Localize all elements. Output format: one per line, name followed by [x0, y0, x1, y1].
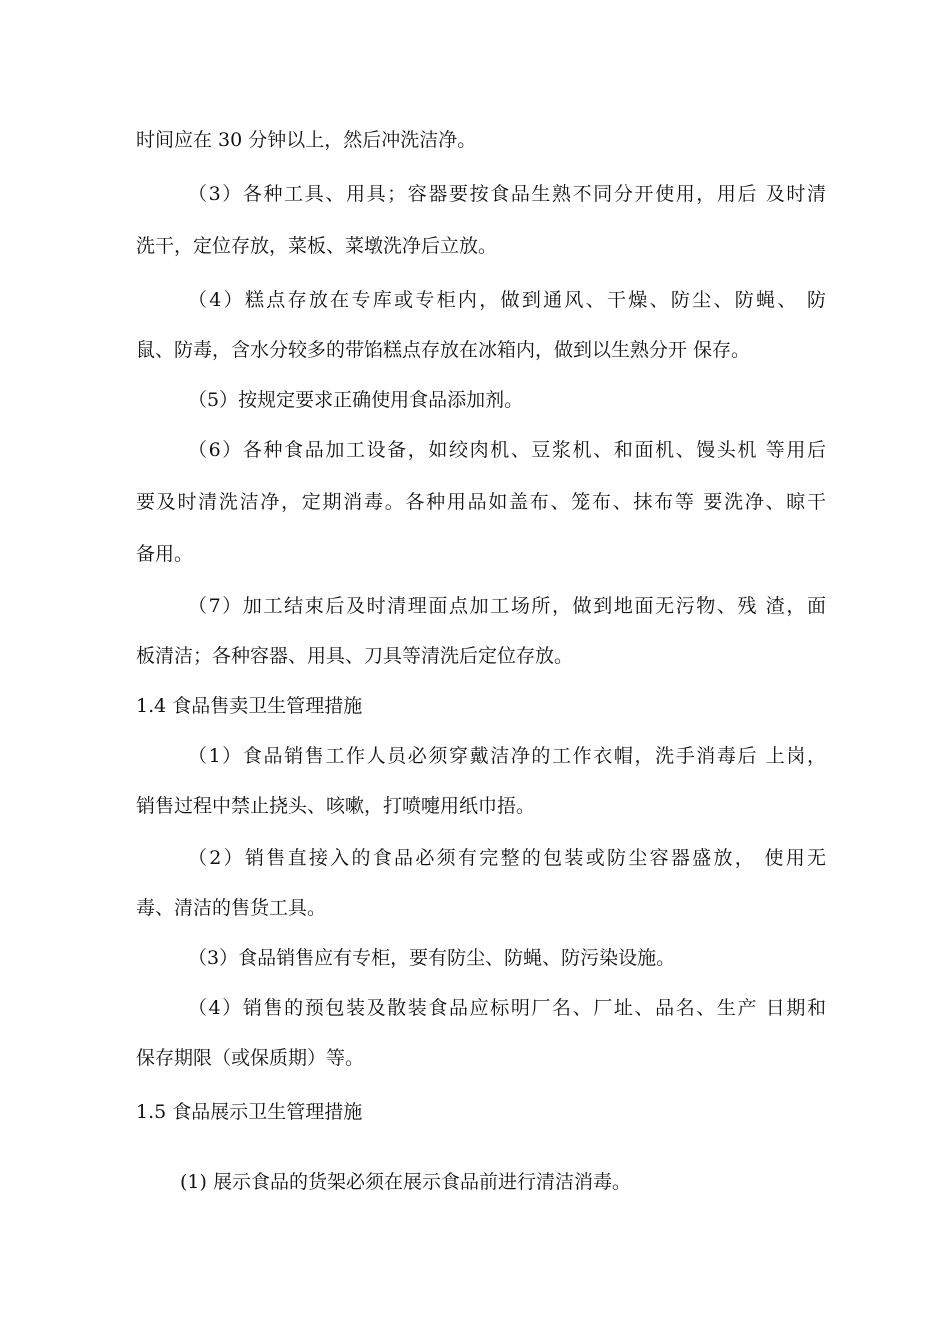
- list-item-3-line: （3）各种工具、用具；容器要按食品生熟不同分开使用，用后 及时清: [188, 183, 826, 205]
- list-item-5-line: （5）按规定要求正确使用食品添加剂。: [188, 389, 524, 411]
- paragraph-line: 要及时清洗洁净，定期消毒。各种用品如盖布、笼布、抹布等 要洗净、晾干: [136, 491, 826, 513]
- paragraph-line: 洗干，定位存放，菜板、菜墩洗净后立放。: [136, 235, 498, 257]
- paragraph-line: 销售过程中禁止挠头、咳嗽，打喷嚏用纸巾捂。: [136, 795, 536, 817]
- paragraph-line: 保存期限（或保质期）等。: [136, 1047, 365, 1069]
- list-item-4-line: （4）销售的预包装及散装食品应标明厂名、厂址、品名、生产 日期和: [188, 997, 826, 1019]
- list-item-1-line: （1）食品销售工作人员必须穿戴洁净的工作衣帽，洗手消毒后 上岗，: [188, 745, 826, 767]
- paragraph-line: 毒、清洁的售货工具。: [136, 897, 327, 919]
- paragraph-line: 时间应在 30 分钟以上，然后冲洗洁净。: [136, 129, 477, 151]
- section-heading-1-4: 1.4 食品售卖卫生管理措施: [136, 695, 363, 717]
- list-item-3-line: （3）食品销售应有专柜，要有防尘、防蝇、防污染设施。: [188, 947, 676, 969]
- list-item-6-line: （6）各种食品加工设备，如绞肉机、豆浆机、和面机、馒头机 等用后: [188, 439, 826, 461]
- paragraph-line: 备用。: [136, 543, 194, 565]
- list-item-7-line: （7）加工结束后及时清理面点加工场所，做到地面无污物、残 渣，面: [188, 595, 826, 617]
- list-item-2-line: （2）销售直接入的食品必须有完整的包装或防尘容器盛放， 使用无: [188, 847, 826, 869]
- list-item-1-line: (1) 展示食品的货架必须在展示食品前进行清洁消毒。: [180, 1171, 631, 1193]
- paragraph-line: 鼠、防毒，含水分较多的带馅糕点存放在冰箱内，做到以生熟分开 保存。: [136, 339, 751, 361]
- list-item-4-line: （4）糕点存放在专库或专柜内，做到通风、干燥、防尘、防蝇、 防: [188, 289, 826, 311]
- paragraph-line: 板清洁；各种容器、用具、刀具等清洗后定位存放。: [136, 645, 574, 667]
- section-heading-1-5: 1.5 食品展示卫生管理措施: [136, 1101, 363, 1123]
